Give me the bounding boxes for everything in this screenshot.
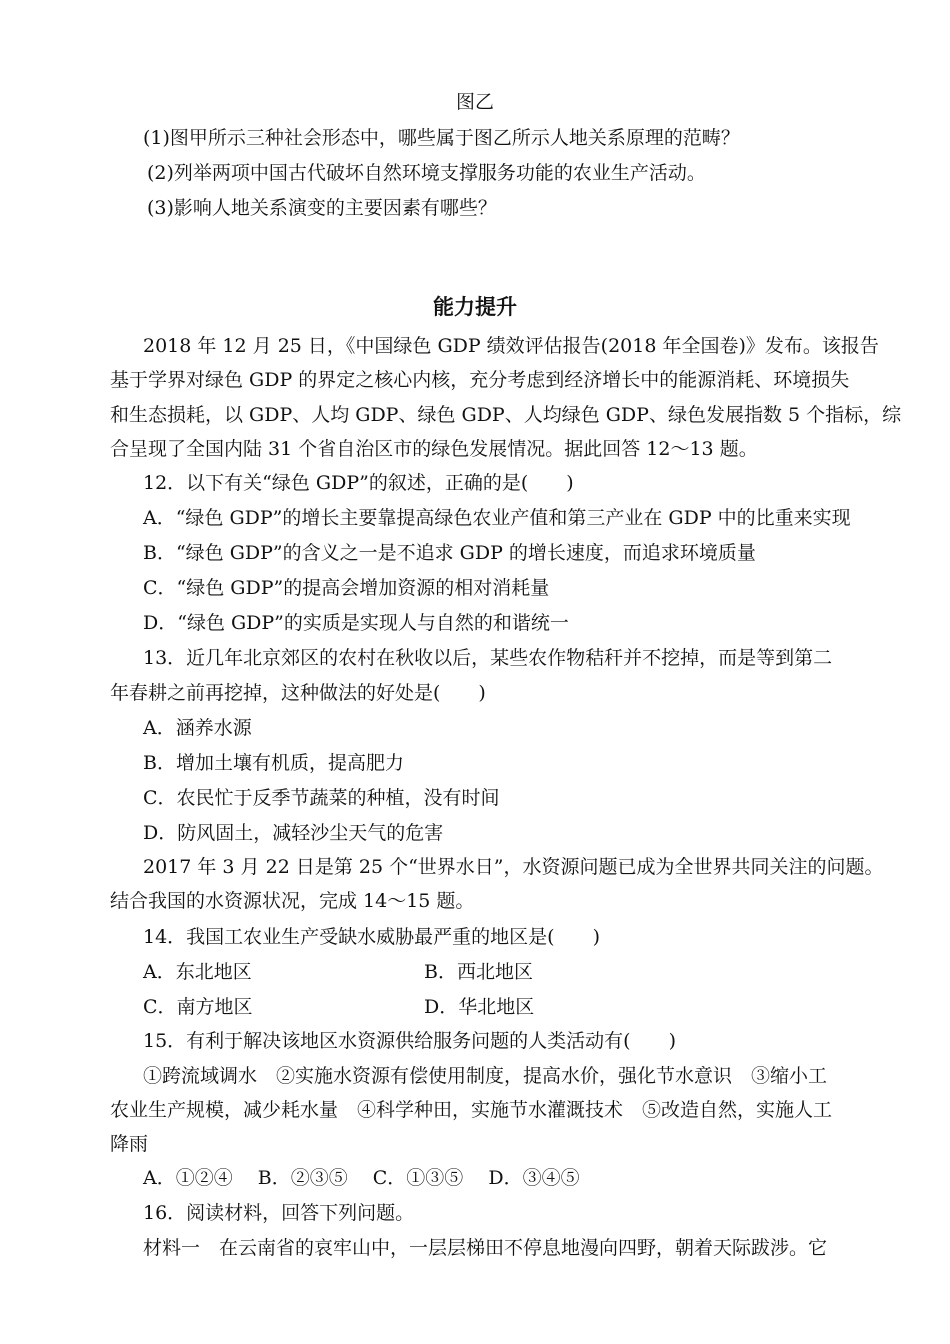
q15-body-line-2: 农业生产规模，减少耗水量 ④科学种田，实施节水灌溉技术 ⑤改造自然，实施人工	[110, 1099, 833, 1121]
q13-option-c: C．农民忙于反季节蔬菜的种植，没有时间	[143, 787, 500, 809]
q16-material: 材料一 在云南省的哀牢山中，一层层梯田不停息地漫向四野，朝着天际跋涉。它	[143, 1237, 828, 1259]
q15-options: A．①②④ B．②③⑤ C．①③⑤ D．③④⑤	[143, 1167, 580, 1189]
question-2: (2)列举两项中国古代破坏自然环境支撑服务功能的农业生产活动。	[147, 162, 706, 184]
q14-stem: 14．我国工农业生产受缺水威胁最严重的地区是( )	[143, 926, 601, 948]
q12-option-d: D．“绿色 GDP”的实质是实现人与自然的和谐统一	[143, 612, 569, 634]
q15-body-line-3: 降雨	[110, 1133, 149, 1155]
passage1-line-1: 2018 年 12 月 25 日，《中国绿色 GDP 绩效评估报告(2018 年全国卷)》发布。该报告	[143, 335, 879, 357]
passage2-line-1: 2017 年 3 月 22 日是第 25 个“世界水日”，水资源问题已成为全世界共同关注的问题。	[143, 856, 884, 878]
q15-stem: 15．有利于解决该地区水资源供给服务问题的人类活动有( )	[143, 1030, 677, 1052]
q12-option-b: B．“绿色 GDP”的含义之一是不追求 GDP 的增长速度，而追求环境质量	[143, 542, 756, 564]
passage1-line-2: 基于学界对绿色 GDP 的界定之核心内核，充分考虑到经济增长中的能源消耗、环境损失	[110, 369, 850, 391]
question-1: (1)图甲所示三种社会形态中，哪些属于图乙所示人地关系原理的范畴？	[143, 127, 740, 149]
section-title: 能力提升	[433, 295, 517, 319]
q13-option-b: B．增加土壤有机质，提高肥力	[143, 752, 404, 774]
figure-caption: 图乙	[455, 91, 494, 113]
q16-stem: 16．阅读材料，回答下列问题。	[143, 1202, 415, 1224]
passage2-line-2: 结合我国的水资源状况，完成 14～15 题。	[110, 890, 475, 912]
q14-option-a: A．东北地区	[143, 961, 252, 983]
q14-option-b: B．西北地区	[424, 961, 533, 983]
q12-option-a: A．“绿色 GDP”的增长主要靠提高绿色农业产值和第三产业在 GDP 中的比重来实现	[143, 507, 851, 529]
q14-option-d: D．华北地区	[424, 996, 535, 1018]
q15-body-line-1: ①跨流域调水 ②实施水资源有偿使用制度，提高水价，强化节水意识 ③缩小工	[143, 1065, 828, 1087]
passage1-line-4: 合呈现了全国内陆 31 个省自治区市的绿色发展情况。据此回答 12～13 题。	[110, 438, 758, 460]
q12-option-c: C．“绿色 GDP”的提高会增加资源的相对消耗量	[143, 577, 550, 599]
q14-option-c: C．南方地区	[143, 996, 253, 1018]
q13-option-a: A．涵养水源	[143, 717, 252, 739]
q13-stem-line-2: 年春耕之前再挖掉，这种做法的好处是( )	[110, 682, 486, 704]
q13-option-d: D．防风固土，减轻沙尘天气的危害	[143, 822, 444, 844]
q13-stem-line-1: 13．近几年北京郊区的农村在秋收以后，某些农作物秸秆并不挖掉，而是等到第二	[143, 647, 833, 669]
q12-stem: 12．以下有关“绿色 GDP”的叙述，正确的是( )	[143, 472, 574, 494]
question-3: (3)影响人地关系演变的主要因素有哪些？	[147, 197, 497, 219]
passage1-line-3: 和生态损耗，以 GDP、人均 GDP、绿色 GDP、人均绿色 GDP、绿色发展指数 5 个指标，综	[110, 404, 902, 426]
